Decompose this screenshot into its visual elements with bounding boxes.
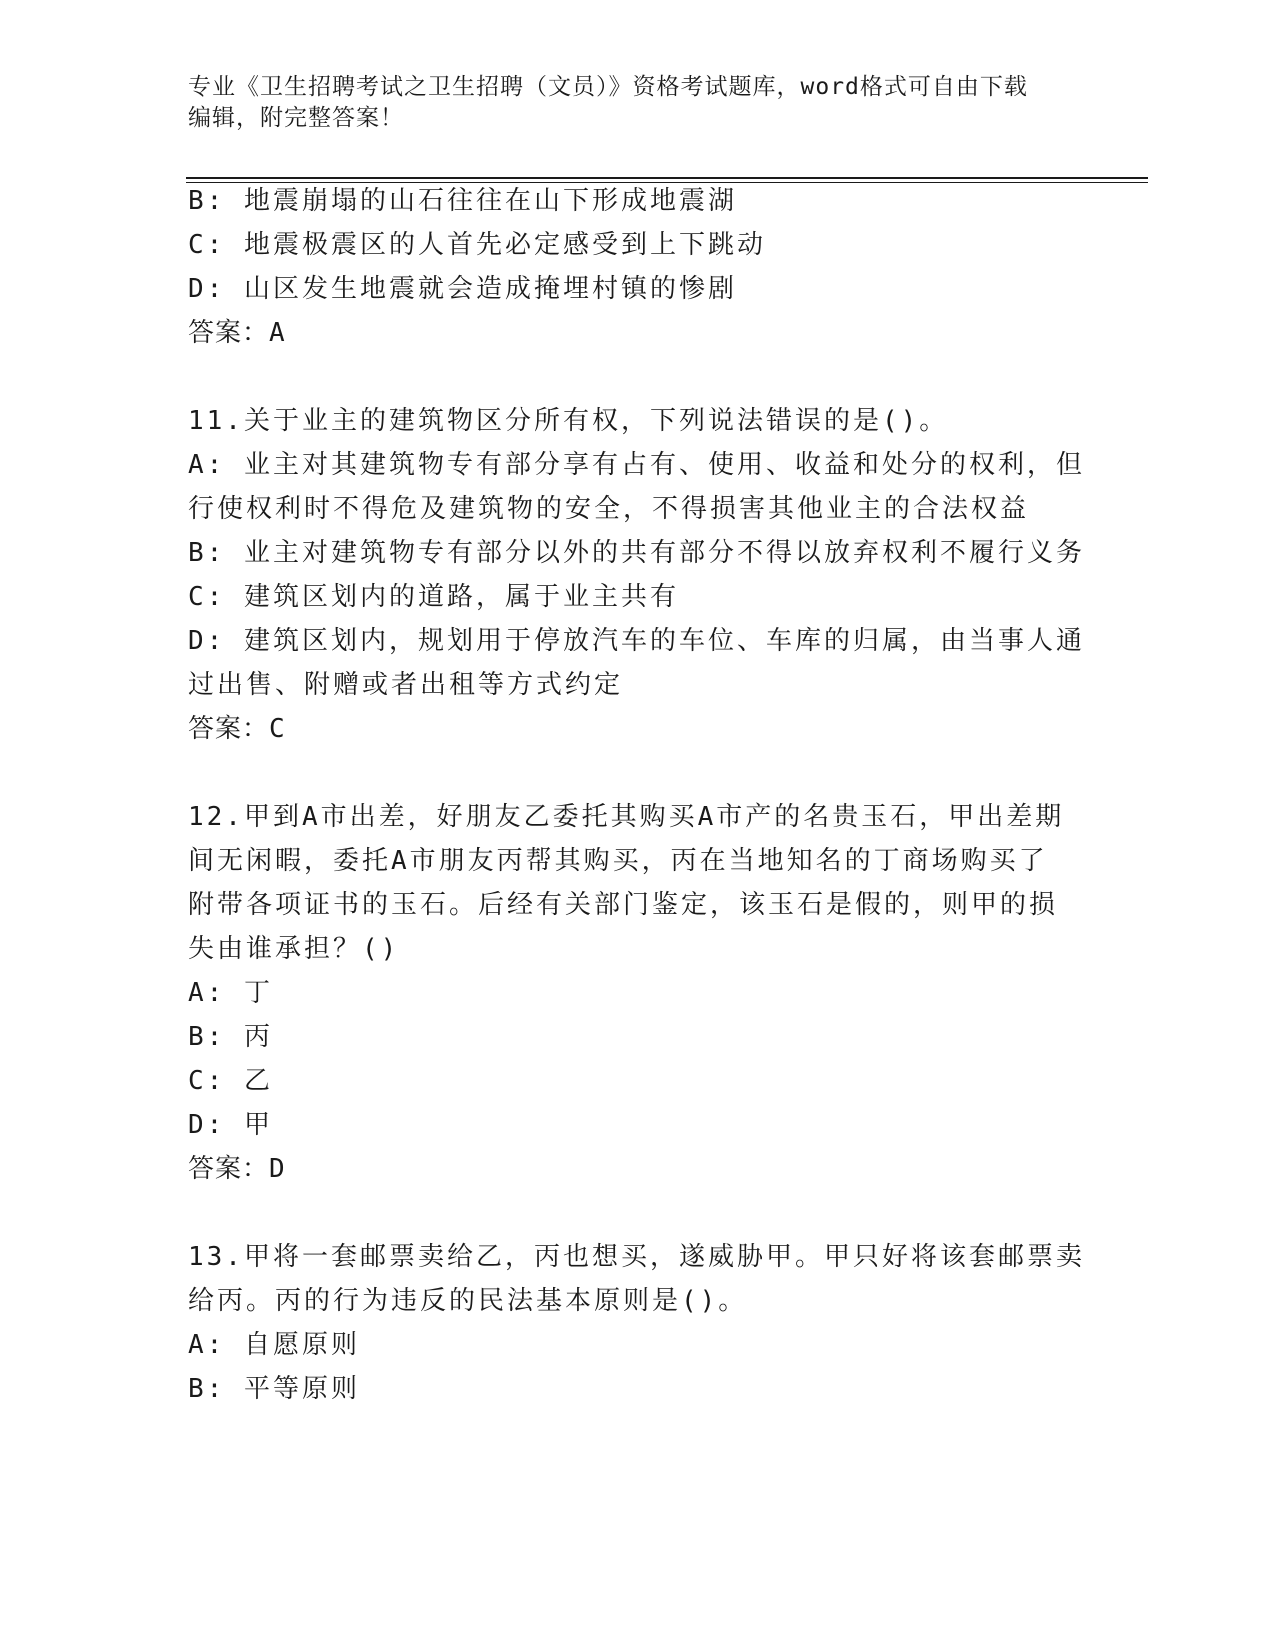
q12-stem-line-1: 12.甲到A市出差，好朋友乙委托其购买A市产的名贵玉石，甲出差期 xyxy=(188,802,1065,832)
q12-option-b: B: 丙 xyxy=(188,1022,273,1052)
header-title-line-2: 编辑，附完整答案！ xyxy=(188,105,404,131)
q12-answer: 答案：D xyxy=(188,1154,286,1184)
q11-option-d-line-1: D: 建筑区划内，规划用于停放汽车的车位、车库的归属，由当事人通 xyxy=(188,626,1085,656)
header-divider-thin xyxy=(186,182,1148,183)
q10-option-c: C: 地震极震区的人首先必定感受到上下跳动 xyxy=(188,230,766,260)
q11-stem: 11.关于业主的建筑物区分所有权，下列说法错误的是()。 xyxy=(188,406,949,436)
q12-option-c: C: 乙 xyxy=(188,1066,273,1096)
q13-option-a: A: 自愿原则 xyxy=(188,1330,360,1360)
q11-option-d-line-2: 过出售、附赠或者出租等方式约定 xyxy=(188,670,624,700)
q12-stem-line-2: 间无闲暇，委托A市朋友丙帮其购买，丙在当地知名的丁商场购买了 xyxy=(188,846,1048,876)
q13-option-b: B: 平等原则 xyxy=(188,1374,360,1404)
document-header xyxy=(188,72,1088,134)
q10-answer: 答案：A xyxy=(188,318,286,348)
q13-stem-line-2: 给丙。丙的行为违反的民法基本原则是()。 xyxy=(188,1286,748,1316)
q12-stem-line-4: 失由谁承担？() xyxy=(188,934,400,964)
q13-stem-line-1: 13.甲将一套邮票卖给乙，丙也想买，遂威胁甲。甲只好将该套邮票卖 xyxy=(188,1242,1085,1272)
q12-stem-line-3: 附带各项证书的玉石。后经有关部门鉴定，该玉石是假的，则甲的损 xyxy=(188,890,1059,920)
q11-answer: 答案：C xyxy=(188,714,286,744)
q11-option-b: B: 业主对建筑物专有部分以外的共有部分不得以放弃权利不履行义务 xyxy=(188,538,1085,568)
q10-option-b: B: 地震崩塌的山石往往在山下形成地震湖 xyxy=(188,186,737,216)
header-divider-thick xyxy=(186,177,1148,179)
q11-option-a-line-2: 行使权利时不得危及建筑物的安全，不得损害其他业主的合法权益 xyxy=(188,494,1030,524)
q12-option-a: A: 丁 xyxy=(188,978,273,1008)
q12-option-d: D: 甲 xyxy=(188,1110,273,1140)
header-title-line-1: 专业《卫生招聘考试之卫生招聘（文员）》资格考试题库，word格式可自由下载 xyxy=(188,74,1028,100)
q10-option-d: D: 山区发生地震就会造成掩埋村镇的惨剧 xyxy=(188,274,737,304)
q11-option-c: C: 建筑区划内的道路，属于业主共有 xyxy=(188,582,679,612)
q11-option-a-line-1: A: 业主对其建筑物专有部分享有占有、使用、收益和处分的权利，但 xyxy=(188,450,1085,480)
